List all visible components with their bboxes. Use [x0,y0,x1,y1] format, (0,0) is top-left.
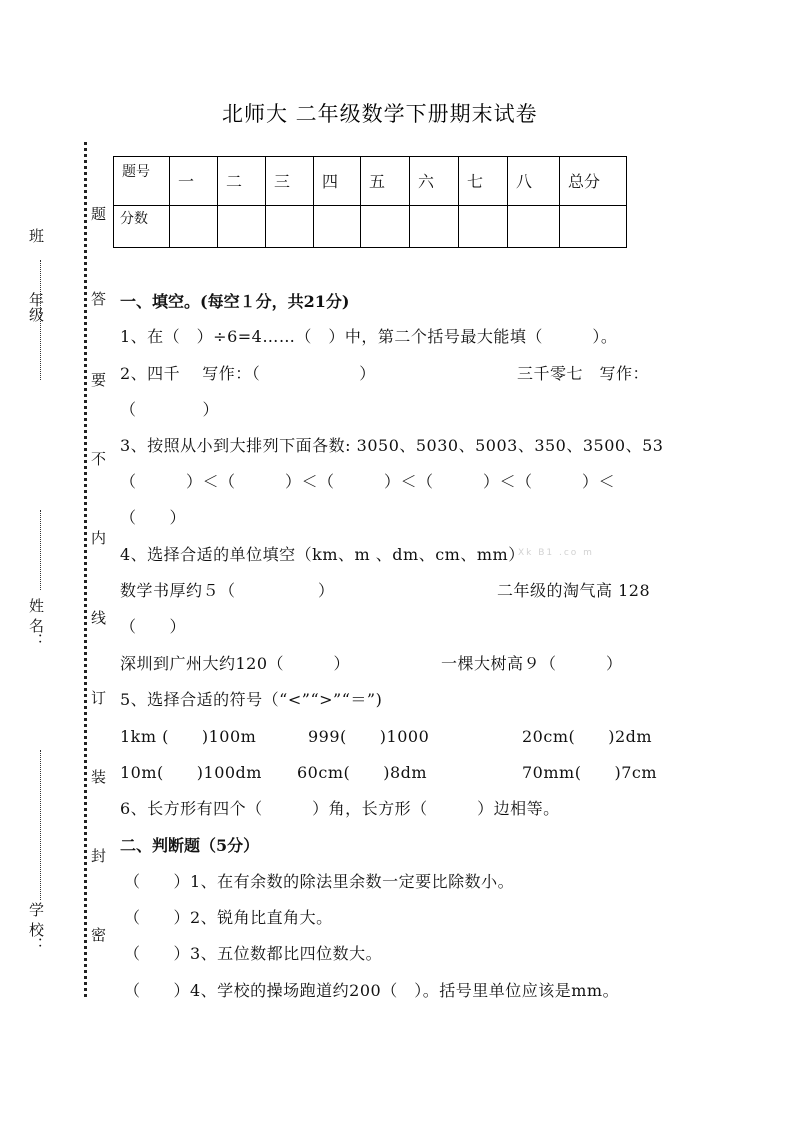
binding-char: 装 [89,769,107,784]
section1-heading: 一、填空。(每空１分，共21分) [120,292,350,311]
question-2c: （ ） [120,400,220,419]
judge-item: （ ）1、在有余数的除法里余数一定要比除数小。 [124,872,515,891]
question-5-item: 60cm( )8dm [297,763,428,782]
question-3-blanks: （ ）＜（ ）＜（ ）＜（ ）＜（ ）＜ [120,472,616,491]
score-cell[interactable] [560,206,627,248]
binding-char: 封 [89,848,107,863]
score-cell[interactable] [266,206,314,248]
class-label: 班 [27,228,45,243]
question-4c: （ ） [120,617,187,636]
judge-item: （ ）3、五位数都比四位数大。 [124,944,383,963]
name-blank[interactable] [40,510,41,590]
column-header: 六 [418,172,435,191]
binding-char: 不 [89,451,107,466]
section2-heading: 二、判断题（5分） [120,836,260,855]
score-cell[interactable] [170,206,218,248]
judge-item: （ ）4、学校的操场跑道约200（ ）。括号里单位应该是mm。 [124,981,620,1000]
question-4d: 深圳到广州大约120（ ） [120,654,351,673]
question-5: 5、选择合适的符号（“<”“>”“＝”) [120,690,383,709]
column-header: 三 [274,172,291,191]
score-cell[interactable] [410,206,459,248]
question-1: 1、在（ ）÷6=4……（ ）中，第二个括号最大能填（ ）。 [120,327,618,346]
score-cell[interactable] [508,206,560,248]
score-cell[interactable] [459,206,508,248]
binding-char: 答 [89,291,107,306]
school-blank[interactable] [40,750,41,900]
question-4: 4、选择合适的单位填空（km、m 、dm、cm、mm） [120,545,525,564]
column-header: 二 [226,172,243,191]
score-cell[interactable] [361,206,410,248]
score-cell[interactable] [218,206,266,248]
question-5-item: 10m( )100dm [120,763,262,782]
column-header: 一 [178,172,195,191]
header-label: 题号 [122,164,150,180]
question-5-item: 70mm( )7cm [522,763,658,782]
question-4b: 二年级的淘气高 128 [497,581,651,600]
table-header-label-cell [114,157,170,206]
column-header-total: 总分 [568,172,601,191]
column-header: 五 [369,172,386,191]
grade-label: 年级 [27,292,45,322]
score-cell[interactable] [314,206,361,248]
question-6: 6、长方形有四个（ ）角，长方形（ ）边相等。 [120,799,560,818]
binding-char: 要 [89,372,107,387]
judge-item: （ ）2、锐角比直角大。 [124,908,333,927]
question-2a: 2、四千 写作：（ ） [120,364,376,383]
question-2b: 三千零七 写作： [517,364,650,383]
question-3: 3、按照从小到大排列下面各数: 3050、5030、5003、350、3500、53 [120,436,664,455]
binding-char: 题 [89,206,107,221]
binding-char: 内 [89,530,107,545]
question-4a: 数学书厚约５（ ） [120,581,335,600]
watermark-text: Xk B1 .co m [518,548,594,558]
school-label: 学 校： [27,902,45,952]
question-3-last-blank: （ ） [120,508,187,527]
page-title: 北师大 二年级数学下册期末试卷 [222,102,538,126]
question-5-item: 1km ( )100m [120,727,257,746]
score-row-label: 分数 [120,211,148,227]
column-header: 八 [516,172,533,191]
name-label: 姓 名： [27,598,45,648]
question-5-item: 999( )1000 [308,727,430,746]
column-header: 四 [322,172,339,191]
question-4e: 一棵大树高９（ ） [441,654,623,673]
binding-dotted-line [84,142,87,997]
column-header: 七 [467,172,484,191]
question-5-item: 20cm( )2dm [522,727,653,746]
score-table [113,156,627,248]
binding-char: 订 [89,690,107,705]
binding-char: 线 [89,610,107,625]
binding-char: 密 [89,927,107,942]
